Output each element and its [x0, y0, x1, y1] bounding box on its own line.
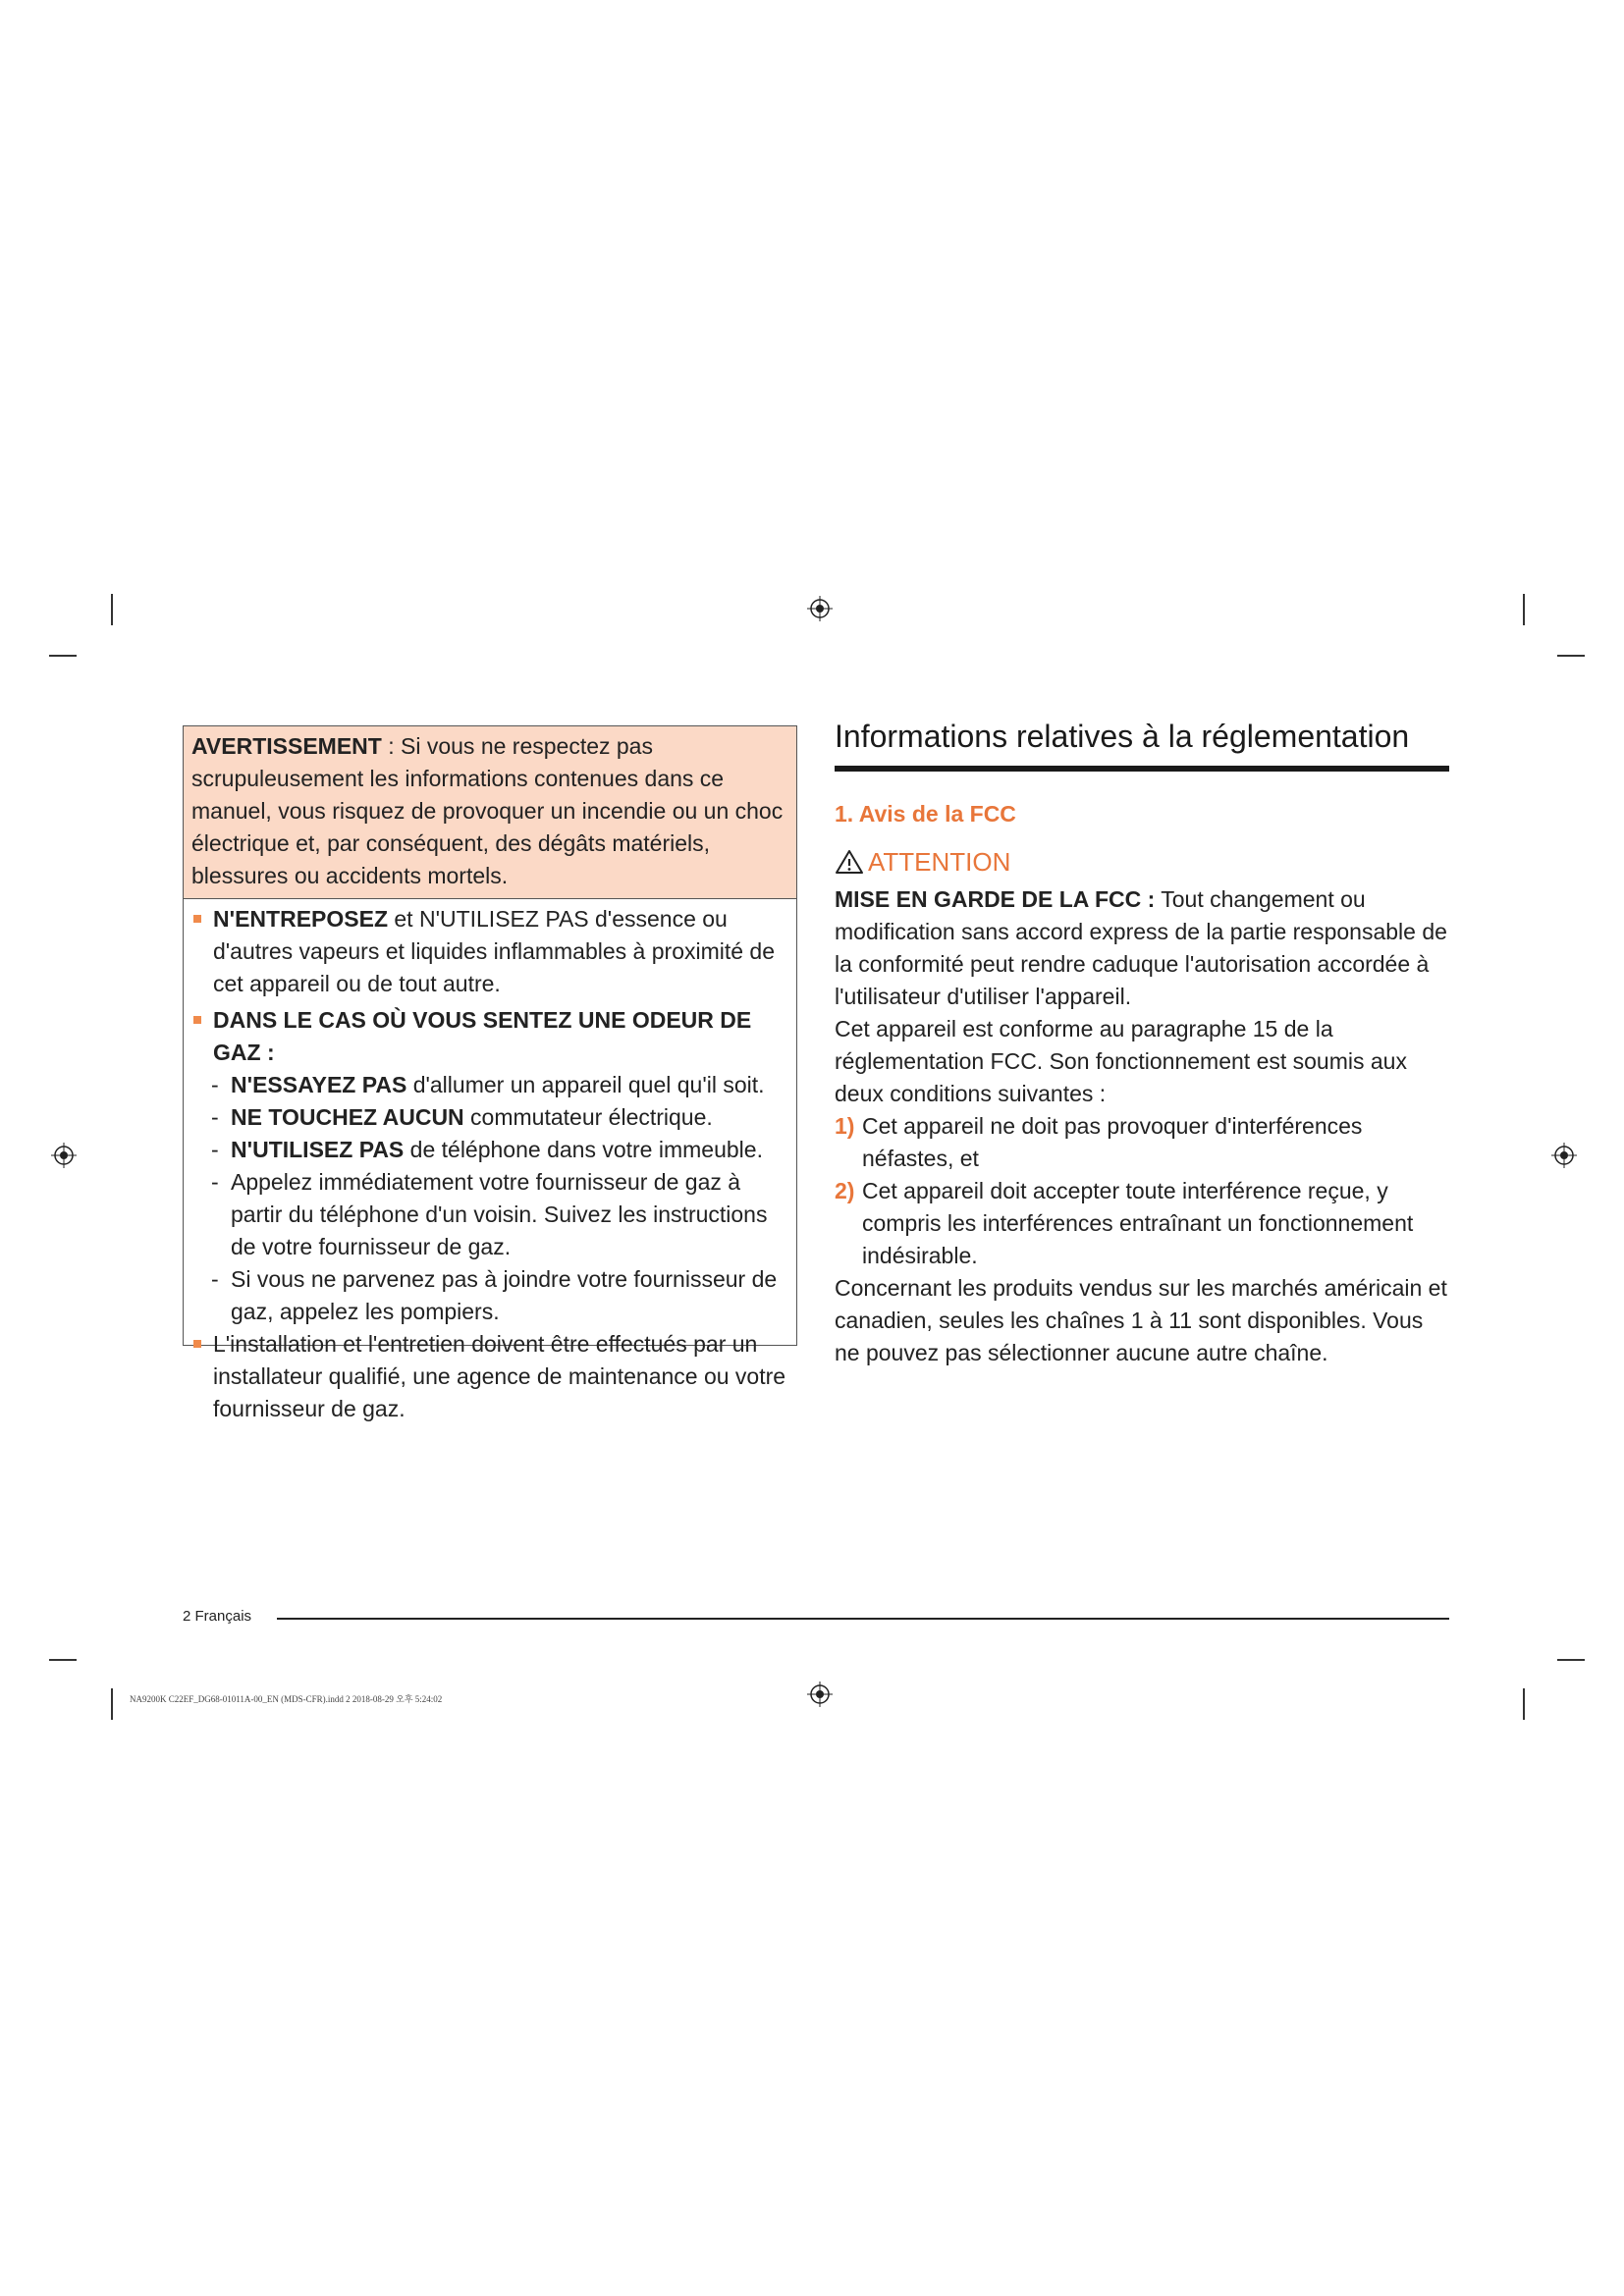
condition-number: 2)	[835, 1178, 855, 1203]
fcc-caution-paragraph	[835, 883, 1449, 1013]
dash-text: Appelez immédiatement votre fournisseur de gaz à partir du téléphone d'un voisin. Suivez les instructions de votre fournisseur de gaz.	[231, 1169, 768, 1259]
condition-number: 1)	[835, 1113, 855, 1139]
attention-label: ATTENTION	[868, 846, 1011, 877]
bullet-square-icon	[193, 1016, 201, 1024]
warning-intro-label: AVERTISSEMENT	[191, 733, 382, 759]
warning-bullet	[191, 1328, 788, 1425]
dash-text: de téléphone dans votre immeuble.	[404, 1137, 763, 1162]
bullet-bold: N'ENTREPOSEZ	[213, 906, 388, 932]
bullet-bold: DANS LE CAS OÙ VOUS SENTEZ UNE ODEUR DE GAZ :	[213, 1007, 752, 1065]
conformity-paragraph: Cet appareil est conforme au paragraphe 15 de la réglementation FCC. Son fonctionnement est soumis aux deux conditions suivantes :	[835, 1016, 1407, 1106]
condition-text: Cet appareil ne doit pas provoquer d'interférences néfastes, et	[862, 1113, 1363, 1171]
warning-dash-item	[191, 1069, 788, 1101]
attention-row	[835, 844, 1010, 880]
crop-mark-top-left	[111, 594, 113, 625]
footer-rule	[277, 1618, 1449, 1620]
dash-bold: N'UTILISEZ PAS	[231, 1137, 405, 1162]
crop-mark-bottom-left	[111, 1688, 113, 1720]
condition-item	[835, 1175, 1449, 1272]
registration-mark-icon	[1551, 1143, 1577, 1168]
dash-bold: NE TOUCHEZ AUCUN	[231, 1104, 464, 1130]
condition-item	[835, 1110, 1449, 1175]
page-number: 2 Français	[183, 1608, 252, 1625]
crop-mark-bottom-right	[1523, 1688, 1525, 1720]
dash-text: Si vous ne parvenez pas à joindre votre fournisseur de gaz, appelez les pompiers.	[231, 1266, 778, 1324]
warning-dash-item	[191, 1263, 788, 1328]
registration-mark-icon	[807, 596, 833, 621]
dash-text: commutateur électrique.	[463, 1104, 713, 1130]
warning-intro	[184, 726, 796, 899]
crop-mark-left-upper	[49, 655, 77, 657]
bullet-text: et N'UTILISEZ PAS d'essence ou d'autres vapeurs et liquides inflammables à proximité de cet appareil ou de tout autre.	[213, 906, 776, 996]
crop-mark-right-upper	[1557, 655, 1585, 657]
warning-dash-item	[191, 1101, 788, 1134]
section-title-rule	[835, 766, 1449, 772]
dash-marker: -	[211, 1137, 219, 1162]
regulation-body	[835, 883, 1449, 1369]
crop-mark-right-lower	[1557, 1659, 1585, 1661]
registration-mark-icon	[51, 1143, 77, 1168]
warning-box	[183, 725, 797, 1421]
warning-dash-item	[191, 1166, 788, 1263]
fcc-heading: 1. Avis de la FCC	[835, 801, 1016, 827]
bullet-square-icon	[193, 1340, 201, 1348]
warning-intro-text: : Si vous ne respectez pas scrupuleusement les informations contenues dans ce manuel, vous risquez de provoquer un incendie ou un choc électrique et, par conséquent, des dégâts matériels, blessures ou accidents mortels.	[191, 733, 784, 888]
crop-mark-top-right	[1523, 594, 1525, 625]
warning-dash-item	[191, 1134, 788, 1166]
section-title: Informations relatives à la réglementation	[835, 719, 1410, 754]
crop-mark-left-lower	[49, 1659, 77, 1661]
print-imprint: NA9200K C22EF_DG68-01011A-00_EN (MDS-CFR).indd 2 2018-08-29 오후 5:24:02	[130, 1694, 443, 1704]
dash-marker: -	[211, 1169, 219, 1195]
fcc-caution-text: Tout changement ou modification sans accord express de la partie responsable de la conformité peut rendre caduque l'autorisation accordée à l'utilisateur d'utiliser l'appareil.	[835, 886, 1447, 1009]
bullet-square-icon	[193, 915, 201, 923]
condition-text: Cet appareil doit accepter toute interférence reçue, y compris les interférences entraînant un fonctionnement indésirable.	[862, 1178, 1414, 1268]
dash-marker: -	[211, 1072, 219, 1097]
warning-bullet	[191, 903, 788, 1000]
warning-bullet	[191, 1004, 788, 1069]
warning-triangle-icon	[835, 848, 864, 876]
markets-paragraph: Concernant les produits vendus sur les marchés américain et canadien, seules les chaînes 1 à 11 sont disponibles. Vous ne pouvez pas sélectionner aucune autre chaîne.	[835, 1275, 1447, 1365]
fcc-caution-label: MISE EN GARDE DE LA FCC :	[835, 886, 1156, 912]
dash-marker: -	[211, 1266, 219, 1292]
dash-bold: N'ESSAYEZ PAS	[231, 1072, 407, 1097]
dash-marker: -	[211, 1104, 219, 1130]
dash-text: d'allumer un appareil quel qu'il soit.	[406, 1072, 765, 1097]
bullet-text: L'installation et l'entretien doivent être effectués par un installateur qualifié, une agence de maintenance ou votre fournisseur de gaz.	[213, 1331, 786, 1421]
warning-body	[184, 899, 796, 1425]
registration-mark-icon	[807, 1682, 833, 1707]
